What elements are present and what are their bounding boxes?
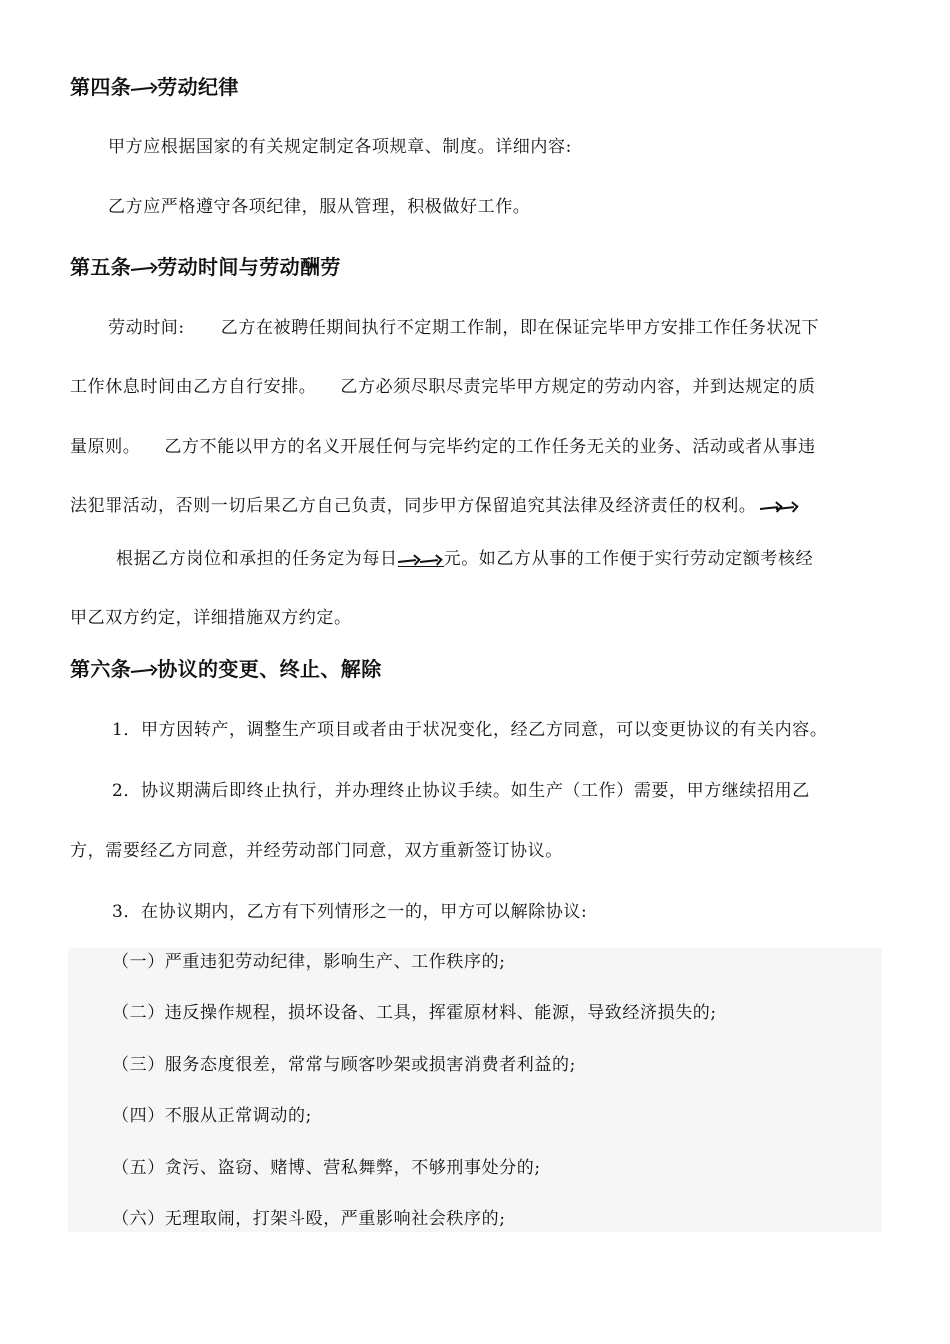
article4-title-main: 劳动纪律 (157, 75, 239, 99)
article5-line-4: 法犯罪活动，否则一切后果乙方自己负责，同步甲方保留追究其法律及经济责任的权利。 (70, 496, 757, 516)
article6-title-main: 协议的变更、终止、解除 (157, 657, 382, 681)
sub-item-4: （四）不服从正常调动的; (112, 1106, 312, 1126)
daily-wage-blank (398, 548, 444, 567)
arrow-icon (420, 548, 442, 570)
arrow-icon (398, 548, 420, 570)
article5-line-2: 工作休息时间由乙方自行安排。 乙方必须尽职尽责完毕甲方规定的劳动内容，并到达规定的质 (70, 377, 816, 397)
sub-item-3: （三）服务态度很差，常常与顾客吵架或损害消费者利益的; (112, 1055, 576, 1075)
arrow-icon (776, 495, 798, 517)
article5-line-5 (116, 548, 813, 570)
daily-wage-suffix: 元。如乙方从事的工作便于实行劳动定额考核经 (443, 549, 814, 569)
article6-item-2-line-1: 2．协议期满后即终止执行，并办理终止协议手续。如生产（工作）需要，甲方继续招用乙 (112, 781, 810, 801)
article6-item-1: 1．甲方因转产，调整生产项目或者由于状况变化，经乙方同意，可以变更协议的有关内容。 (112, 720, 828, 740)
sub-item-6: （六）无理取闹，打架斗殴，严重影响社会秩序的; (112, 1209, 506, 1229)
sub-item-2: （二）违反操作规程，损坏设备、工具，挥霍原材料、能源，导致经济损失的; (112, 1003, 717, 1023)
article4-title-prefix: 第四条 (70, 75, 132, 99)
article5-line-1: 劳动时间: 乙方在被聘任期间执行不定期工作制，即在保证完毕甲方安排工作任务状况下 (108, 318, 820, 338)
article6-item-2-line-2: 方，需要经乙方同意，并经劳动部门同意，双方重新签订协议。 (70, 841, 563, 861)
arrow-icon (131, 256, 157, 278)
article5-heading (70, 256, 341, 278)
arrow-icon (131, 658, 157, 680)
article5-line-4-wrap (70, 495, 798, 517)
arrow-icon (131, 76, 157, 98)
article5-title-main: 劳动时间与劳动酬劳 (157, 255, 341, 279)
article5-title-prefix: 第五条 (70, 255, 132, 279)
article6-item-3: 3．在协议期内，乙方有下列情形之一的，甲方可以解除协议: (112, 902, 588, 922)
article4-paragraph-1: 甲方应根据国家的有关规定制定各项规章、制度。详细内容: (108, 137, 572, 157)
article6-heading (70, 658, 382, 680)
article5-line-3: 量原则。 乙方不能以甲方的名义开展任何与完毕约定的工作任务无关的业务、活动或者从事违 (70, 437, 816, 457)
sub-items-shaded-block (68, 948, 882, 1232)
sub-item-1: （一）严重违犯劳动纪律，影响生产、工作秩序的; (112, 952, 506, 972)
article4-paragraph-2: 乙方应严格遵守各项纪律，服从管理，积极做好工作。 (108, 197, 531, 217)
article6-title-prefix: 第六条 (70, 657, 132, 681)
daily-wage-label: 根据乙方岗位和承担的任务定为每日 (116, 549, 398, 569)
article5-line-6: 甲乙双方约定，详细措施双方约定。 (70, 608, 352, 628)
sub-item-5: （五）贪污、盗窃、赌博、营私舞弊，不够刑事处分的; (112, 1158, 541, 1178)
article4-heading (70, 76, 239, 98)
